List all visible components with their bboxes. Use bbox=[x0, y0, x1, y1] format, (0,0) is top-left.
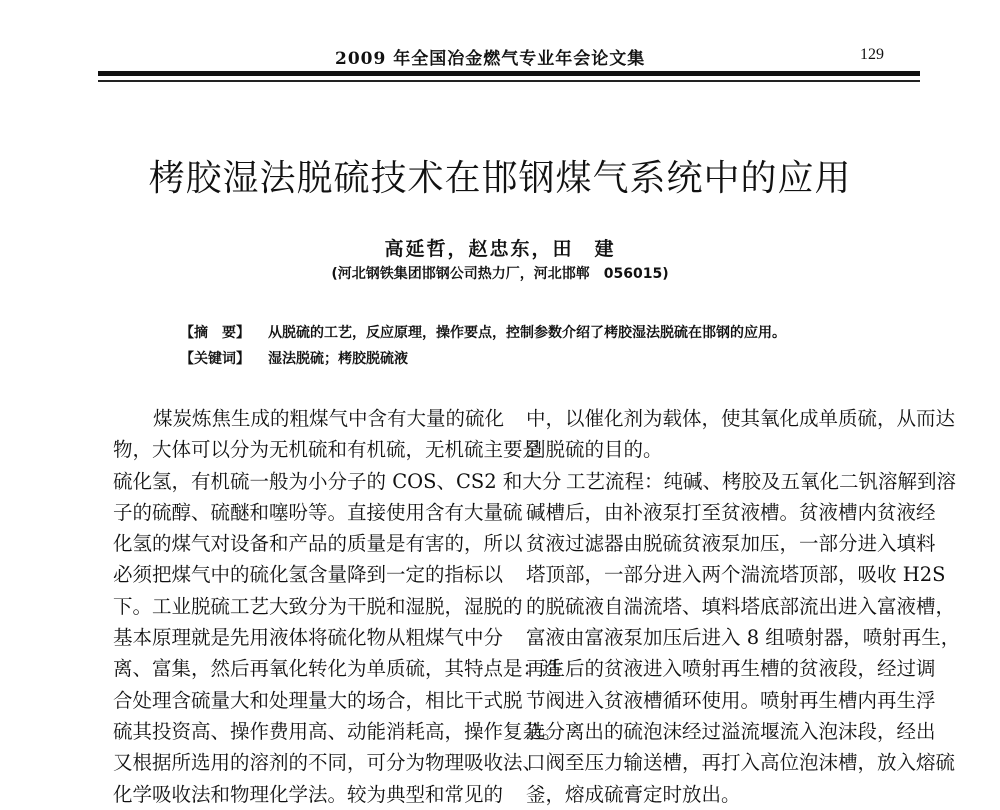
text-line: 硫其投资高、操作费用高、动能消耗高，操作复杂。 bbox=[113, 719, 562, 743]
text-line: 釜，熔成硫膏定时放出。 bbox=[526, 782, 741, 806]
text-line: 节阀进入贫液槽循环使用。喷射再生槽内再生浮 bbox=[526, 688, 936, 712]
text-line: 基本原理就是先用液体将硫化物从粗煤气中分 bbox=[113, 626, 504, 650]
keywords bbox=[180, 348, 408, 368]
abstract bbox=[180, 322, 786, 342]
text-line: 化氢的煤气对设备和产品的质量是有害的，所以 bbox=[113, 532, 523, 556]
text-line: 碱槽后，由补液泵打至贫液槽。贫液槽内贫液经 bbox=[526, 500, 936, 524]
text-line: 到脱硫的目的。 bbox=[526, 438, 663, 462]
text-line: 贫液过滤器由脱硫贫液泵加压，一部分进入填料 bbox=[526, 532, 936, 556]
text-line: 工艺流程：纯碱、栲胶及五氧化二钒溶解到溶 bbox=[566, 469, 957, 493]
text-line: 合处理含硫量大和处理量大的场合，相比干式脱 bbox=[113, 688, 523, 712]
text-line: 又根据所选用的溶剂的不同，可分为物理吸收法、 bbox=[113, 751, 543, 775]
keywords-label: 【关键词】 bbox=[180, 351, 250, 367]
keywords-text: 湿法脱硫；栲胶脱硫液 bbox=[268, 351, 408, 367]
authors: 高延哲，赵忠东，田 建 bbox=[384, 238, 616, 260]
text-line: 物，大体可以分为无机硫和有机硫，无机硫主要是 bbox=[113, 438, 543, 462]
text-line: 口阀至压力输送槽，再打入高位泡沫槽，放入熔硫 bbox=[526, 751, 956, 775]
affiliation: (河北钢铁集团邯钢公司热力厂，河北邯郸 056015) bbox=[331, 266, 669, 282]
text-line: 离、富集，然后再氧化转化为单质硫，其特点是：适 bbox=[113, 657, 562, 681]
page-number: 129 bbox=[860, 46, 884, 63]
journal-title: 2009 年全国冶金燃气专业年会论文集 bbox=[335, 49, 646, 69]
abstract-label: 【摘 要】 bbox=[180, 325, 250, 341]
text-line: 化学吸收法和物理化学法。较为典型和常见的 bbox=[113, 782, 504, 806]
text-line: 下。工业脱硫工艺大致分为干脱和湿脱，湿脱的 bbox=[113, 594, 523, 618]
text-line: 子的硫醇、硫醚和噻吩等。直接使用含有大量硫 bbox=[113, 500, 523, 524]
text-line: 中，以催化剂为载体，使其氧化成单质硫，从而达 bbox=[526, 407, 956, 430]
text-line: 煤炭炼焦生成的粗煤气中含有大量的硫化 bbox=[153, 407, 505, 430]
header-rule-thin bbox=[98, 80, 920, 82]
header-rule-thick bbox=[98, 71, 920, 76]
text-line: 硫化氢，有机硫一般为小分子的 COS、CS2 和大分 bbox=[113, 469, 562, 493]
text-line: 必须把煤气中的硫化氢含量降到一定的指标以 bbox=[113, 563, 504, 587]
running-header bbox=[0, 44, 1000, 68]
abstract-text: 从脱硫的工艺，反应原理，操作要点，控制参数介绍了栲胶湿法脱硫在邯钢的应用。 bbox=[268, 325, 786, 341]
text-line: 富液由富液泵加压后进入 8 组喷射器，喷射再生， bbox=[526, 626, 961, 650]
paper-title: 栲胶湿法脱硫技术在邯钢煤气系统中的应用 bbox=[148, 158, 852, 199]
text-line: 的脱硫液自湍流塔、填料塔底部流出进入富液槽， bbox=[526, 594, 956, 618]
left-column bbox=[113, 403, 562, 810]
text-line: 再生后的贫液进入喷射再生槽的贫液段，经过调 bbox=[526, 657, 936, 681]
text-line: 选分离出的硫泡沫经过溢流堰流入泡沫段，经出 bbox=[526, 719, 936, 743]
text-line: 塔顶部，一部分进入两个湍流塔顶部，吸收 H2S bbox=[526, 563, 946, 587]
right-column bbox=[526, 403, 961, 810]
